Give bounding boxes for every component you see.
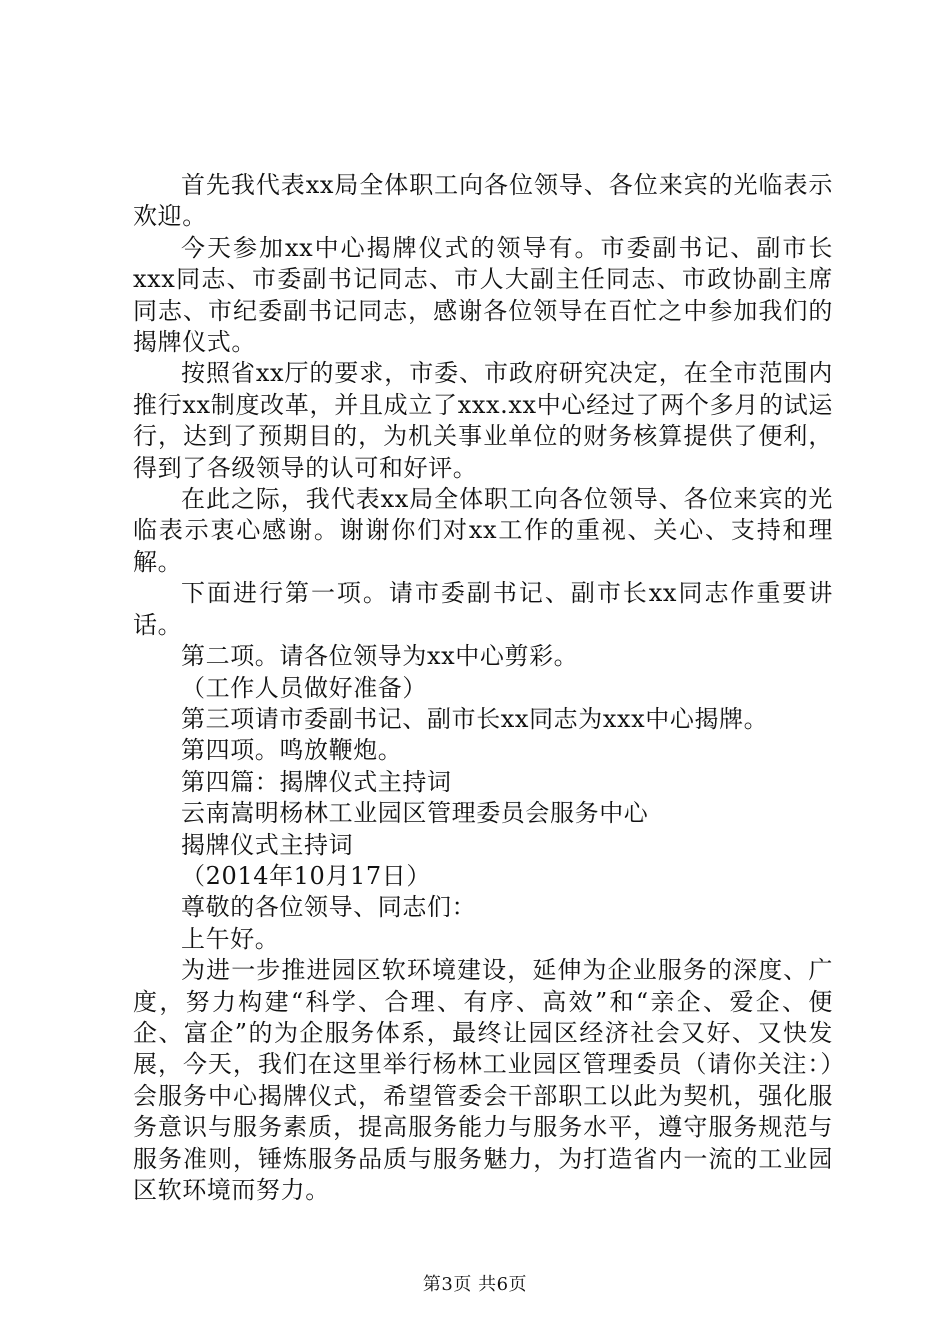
section-heading: 第四篇：揭牌仪式主持词 bbox=[181, 767, 452, 796]
page-number-footer: 第3页 共6页 bbox=[422, 1274, 528, 1295]
paragraph: 为进一步推进园区软环境建设，延伸为企业服务的深度、广度，努力构建“科学、合理、有序、高效”和“亲企、爱企、便企、富企”的为企服务体系，最终让园区经济社会又好、又快发展，今天，我们在这里举行杨林工业园区管理委员（请你关注：）会服务中心揭牌仪式，希望管委会干部职工以此为契机，强化服务意识与服务素质，提高服务能力与服务水平，遵守服务规范与服务准则，锤炼服务品质与服务魅力，为打造省内一流的工业园区软环境而努力。 bbox=[133, 956, 833, 1204]
speech-date: （2014年10月17日） bbox=[181, 861, 431, 890]
paragraph: 第二项。请各位领导为xx中心剪彩。 bbox=[181, 642, 579, 671]
paragraph: 在此之际，我代表xx局全体职工向各位领导、各位来宾的光临表示衷心感谢。谢谢你们对xx工作的重视、关心、支持和理解。 bbox=[133, 485, 833, 576]
paragraph: （工作人员做好准备） bbox=[181, 673, 427, 702]
paragraph: 今天参加xx中心揭牌仪式的领导有。市委副书记、副市长xxx同志、市委副书记同志、市人大副主任同志、市政协副主席同志、市纪委副书记同志，感谢各位领导在百忙之中参加我们的揭牌仪式。 bbox=[133, 233, 833, 357]
document-body bbox=[133, 170, 833, 1206]
paragraph: 第四项。鸣放鞭炮。 bbox=[181, 736, 403, 765]
paragraph: 第三项请市委副书记、副市长xx同志为xxx中心揭牌。 bbox=[181, 704, 769, 733]
paragraph: 按照省xx厅的要求，市委、市政府研究决定，在全市范围内推行xx制度改革，并且成立了xxx.xx中心经过了两个多月的试运行，达到了预期目的，为机关事业单位的财务核算提供了便利，得到了各级领导的认可和好评。 bbox=[133, 359, 833, 482]
paragraph: 首先我代表xx局全体职工向各位领导、各位来宾的光临表示欢迎。 bbox=[133, 171, 833, 231]
speech-title: 揭牌仪式主持词 bbox=[181, 830, 354, 859]
greeting: 上午好。 bbox=[181, 924, 280, 953]
paragraph: 下面进行第一项。请市委副书记、副市长xx同志作重要讲话。 bbox=[133, 579, 833, 639]
organization-name: 云南嵩明杨林工业园区管理委员会服务中心 bbox=[181, 799, 649, 828]
salutation: 尊敬的各位领导、同志们： bbox=[181, 893, 477, 922]
